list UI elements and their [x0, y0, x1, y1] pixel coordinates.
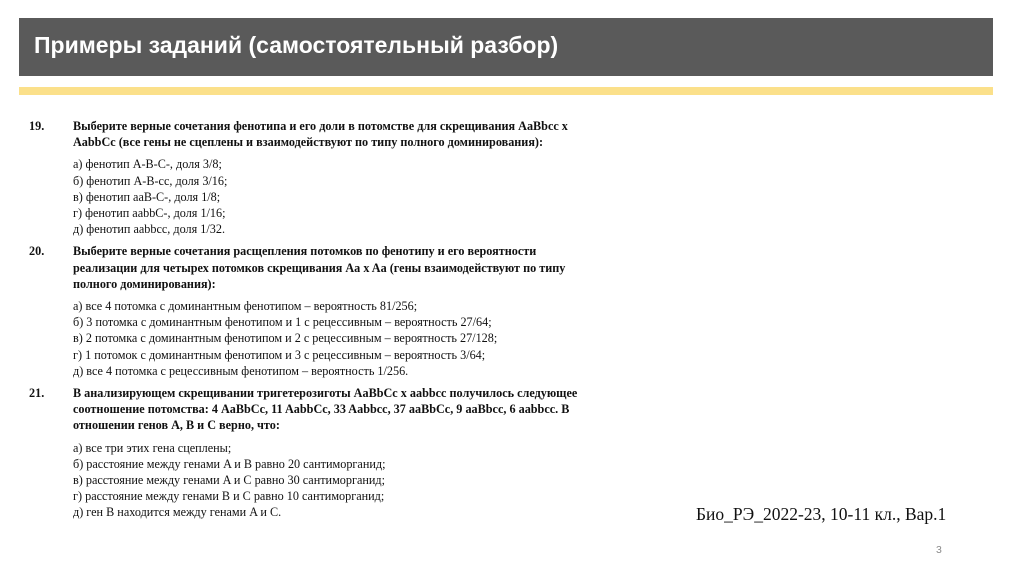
question-text: Выберите верные сочетания расщепления потомков по фенотипу и его вероятности реализации для четырех потомков скрещивания Aa x Aa (гены взаимодействуют по типу полного доминирования): — [73, 244, 566, 291]
question-21 — [29, 385, 591, 521]
question-text: В анализирующем скрещивании тригетерозиготы AaBbCc x aabbcc получилось следующее соотношение потомства: 4 AaBbCc, 11 AabbCc, 33 Aabbcc, 37 aaBbCc, 9 aaBbcc, 6 aabbcc. В отношении генов A, B и C верно, что: — [73, 386, 578, 433]
question-number: 20. — [29, 244, 45, 259]
questions-block — [29, 118, 591, 527]
question-20 — [29, 243, 591, 379]
answer-option: д) все 4 потомка с рецессивным фенотипом – вероятность 1/256. — [73, 363, 409, 378]
answer-option: г) фенотип aabbC-, доля 1/16; — [73, 206, 226, 221]
answer-option: б) расстояние между генами A и B равно 20 сантиморганид; — [73, 456, 386, 471]
answer-option: а) фенотип A-B-C-, доля 3/8; — [73, 157, 222, 172]
question-text: Выберите верные сочетания фенотипа и его доли в потомстве для скрещивания AaBbcc x AabbCc (все гены не сцеплены и взаимодействуют по типу полного доминирования): — [73, 119, 568, 150]
question-stem — [29, 243, 591, 292]
question-19 — [29, 118, 591, 237]
answer-option: в) расстояние между генами A и C равно 30 сантиморганид; — [73, 473, 386, 488]
answer-options — [73, 440, 591, 521]
answer-option: а) все 4 потомка с доминантным фенотипом – вероятность 81/256; — [73, 299, 418, 314]
question-number: 21. — [29, 386, 45, 401]
answer-options — [73, 156, 591, 237]
answer-option: д) фенотип aabbcc, доля 1/32. — [73, 222, 225, 237]
question-stem — [29, 385, 591, 434]
answer-option: б) 3 потомка с доминантным фенотипом и 1 с рецессивным – вероятность 27/64; — [73, 315, 492, 330]
question-number: 19. — [29, 119, 45, 133]
question-stem — [29, 118, 591, 150]
answer-option: д) ген B находится между генами A и C. — [73, 505, 282, 520]
answer-option: г) расстояние между генами B и C равно 10 сантиморганид; — [73, 489, 385, 504]
answer-option: г) 1 потомок с доминантным фенотипом и 3 с рецессивным – вероятность 3/64; — [73, 347, 486, 362]
answer-option: б) фенотип A-B-cc, доля 3/16; — [73, 173, 228, 188]
title-bar — [19, 18, 993, 76]
slide-title: Примеры заданий (самостоятельный разбор) — [34, 32, 559, 58]
footer-caption: Био_РЭ_2022-23, 10-11 кл., Вар.1 — [696, 504, 947, 524]
answer-option: в) фенотип aaB-C-, доля 1/8; — [73, 189, 221, 204]
accent-bar — [19, 87, 993, 95]
answer-options — [73, 298, 591, 379]
answer-option: в) 2 потомка с доминантным фенотипом и 2 с рецессивным – вероятность 27/128; — [73, 331, 498, 346]
answer-option: а) все три этих гена сцеплены; — [73, 440, 232, 455]
page-number: 3 — [936, 544, 942, 556]
